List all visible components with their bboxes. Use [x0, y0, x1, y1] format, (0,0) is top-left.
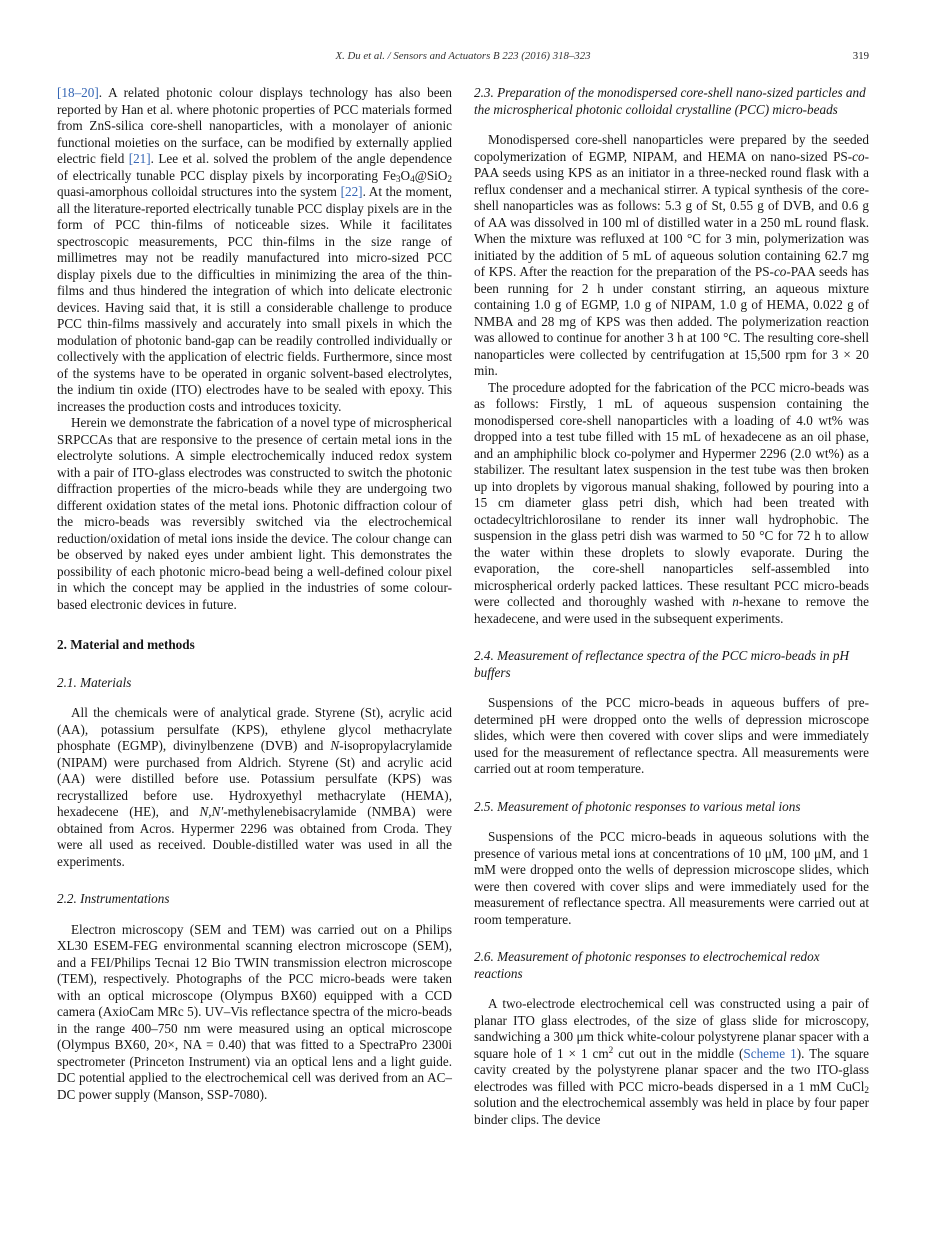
text-segment: solution and the electrochemical assembly was held in place by four paper binder clips. The device	[474, 1095, 869, 1127]
paragraph	[57, 415, 452, 613]
running-head: X. Du et al. / Sensors and Actuators B 223 (2016) 318–323	[335, 50, 591, 62]
text-segment: -PAA seeds has been running for 2 h under constant stirring, an aqueous mixture containing 1.0 g of EGMP, 1.0 g of NIPAM, 1.0 g of HEMA, 0.022 g of NMBA and 28 mg of KPS was then added. The polymerization reaction was allowed to continue for another 3 h at 100 °C. The resulting core-shell nanoparticles were collected by centrifugation at 15,500 rpm for 3 × 20 min.	[474, 264, 869, 378]
paragraph	[474, 996, 869, 1128]
text-segment: cut out in the middle (	[613, 1045, 744, 1061]
text-segment: Suspensions of the PCC micro-beads in aqueous solutions with the presence of various metal ions at concentrations of 10 μM, 100 μM, and 1 mM were dropped onto the wells of depression microscope slides, which were then covered with cover slips and were immediately used for the measurement of reflectance spectra. All measurements were carried out at room temperature.	[474, 829, 869, 927]
text-segment: All the chemicals were of analytical grade. Styrene (St), acrylic acid (AA), potassium persulfate (KPS), ethylene glycol methacrylate phosphate (EGMP), divinylbenzene (DVB) and	[57, 705, 452, 753]
paragraph	[474, 829, 869, 928]
paragraph	[57, 922, 452, 1104]
text-segment: Herein we demonstrate the fabrication of a novel type of microspherical SRPCCAs that are responsive to the presence of certain metal ions in the electrolyte solutions. A simple electrochemically induced redox system with a pair of ITO-glass electrodes was constructed to switch the photonic diffraction properties of the micro-beads while they are undergoing two different oxidation states of the metal ions. Photonic diffraction colour of the micro-beads was reversibly switched via the electrochemical reduction/oxidation of metal ions inside the device. The colour change can be observed by naked eyes under ambient light. This demonstrates the possibility of each photonic micro-bead being a well-defined colour pixel in which the concept may be applied in the industries of some colour-based electronic devices in future.	[57, 415, 452, 612]
right-column	[474, 85, 869, 1128]
paragraph	[474, 695, 869, 778]
text-segment: -PAA seeds using KPS as an initiator in a three-necked round flask with a reflux condenser and a mechanical stirrer. A typical synthesis of the core-shell nanoparticles was as follows: 5.3 g of St, 0.55 g of DVB, and 0.6 g of AA was dissolved in 100 ml of distilled water in a 250 mL round flask. When the mixture was refluxed at 100 °C for 3 min, polymerization was initiated by the addition of 5 mL of aqueous solution containing 62.7 mg of KPS. After the reaction for the preparation of the PS-	[474, 148, 869, 279]
text-segment: -isopropylacrylamide (NIPAM) were purchased from Aldrich. Styrene (St) and acrylic acid (AA) were distilled before use. Potassium persulfate (KPS) was recrystallized before use. Hydroxyethyl methacrylate (HEMA), hexadecene (HE), and	[57, 738, 452, 819]
text-segment: Suspensions of the PCC micro-beads in aqueous buffers of pre-determined pH were dropped onto the wells of depression microscope slides, which were then covered with cover slips and were immediately used for the measurement of reflectance spectra. All measurements were carried out at room temperature.	[474, 695, 869, 776]
text-segment: A two-electrode electrochemical cell was constructed using a pair of planar ITO glass electrodes, of the size of glass slide for microscopy, sandwiching a 300 μm thick white-colour polystyrene planar spacer with a square hole of 1 × 1 cm	[474, 996, 869, 1061]
text-segment: co	[852, 148, 865, 164]
subsection-heading: 2.6. Measurement of photonic responses to electrochemical redox reactions	[474, 949, 820, 981]
text-segment: N,N′	[199, 804, 224, 819]
page-header	[57, 50, 869, 64]
subsection-heading: 2.5. Measurement of photonic responses to various metal ions	[474, 798, 801, 814]
subsection-heading: 2.4. Measurement of reflectance spectra of the PCC micro-beads in pH buffers	[474, 648, 850, 680]
text-segment: . At the moment, all the literature-reported electrically tunable PCC display pixels are in the form of PCC thin-films of noticeable sizes. While it facilitates spectroscopic measurements, PCC thin-films in the size range of millimetres may not be readily manufactured into micro-sized PCC display pixels due to the difficulties in minimizing the area of the thin-films and thus hindered the integration of which into delicate electronic devices. Having said that, it is still a considerable challenge to produce PCC thin-films massively and accurately into small pixels in which the modulation of photonic band-gap can be readily controlled individually or collectively with the application of electric fields. Furthermore, since most of the systems have to be operated in organic solvent-based electrolytes, the indium tin oxide (ITO) electrodes have to be sealed with epoxy. This increases the production costs and introduces toxicity.	[57, 184, 452, 414]
text-segment: . Lee et al. solved the problem of the angle dependence of electrically tunable PCC display pixels by incorporating Fe	[57, 151, 452, 183]
text-segment: quasi-amorphous colloidal structures into the system	[57, 184, 341, 199]
text-segment: -methylenebisacrylamide (NMBA) were obtained from Acros. Hypermer 2296 was obtained from Croda. They were all used as received. Double-distilled water was used in all the experiments.	[57, 804, 452, 869]
text-segment: co	[773, 264, 787, 279]
paragraph	[474, 132, 869, 380]
text-segment: 2	[608, 1045, 614, 1056]
subsection-heading: 2.3. Preparation of the monodispersed core-shell nano-sized particles and the microspherical photonic colloidal crystalline (PCC) micro-beads	[474, 85, 866, 117]
text-segment: @SiO	[414, 167, 448, 183]
text-segment: 4	[410, 174, 415, 185]
text-segment: n	[732, 594, 739, 609]
section-heading: 2. Material and methods	[57, 637, 195, 652]
text-segment: 2	[864, 1085, 869, 1096]
text-segment: Electron microscopy (SEM and TEM) was carried out on a Philips XL30 ESEM-FEG environmental scanning electron microscope (SEM), and a FEI/Philips Tecnai 12 Bio TWIN transmission electron microscope (TEM), respectively. Photographs of the PCC micro-beads were taken with an optical microscope (Olympus BX60) equipped with a CCD camera (AxioCam MRc 5). UV–Vis reflectance spectra of the micro-beads in the range 400–750 nm were measured using an optical microscope (Olympus BX60, 20×, NA = 0.40) that was fitted to a SpectraPro 2300i spectrometer (Princeton Instrument) via an optical lens and a light guide. DC potential applied to the electrochemical cell was derived from an AC–DC power supply (Manson, SSP-7080).	[57, 921, 452, 1102]
left-column	[57, 85, 452, 1128]
text-segment: 2	[447, 174, 452, 185]
paragraph	[57, 85, 452, 415]
page-number: 319	[852, 50, 869, 62]
paragraph	[57, 705, 452, 870]
subsection-heading: 2.1. Materials	[57, 674, 132, 690]
text-segment: -hexane to remove the hexadecene, and were used in the subsequent experiments.	[474, 594, 869, 626]
text-segment: The procedure adopted for the fabrication of the PCC micro-beads was as follows: Firstly, 1 mL of aqueous suspension containing the monodispersed core-shell nanoparticles with a loading of 4.0 wt% was dropped into a test tube filled with 15 mL of hexadecene as an oil phase, and an amphiphilic block co-polymer and Hypermer 2296 (2.0 wt%) as a stabilizer. The resultant latex suspension in the test tube was then broken up into droplets by vigorous manual shaking, followed by pouring into a 15 cm diameter glass petri dish, which had been treated with octadecyltrichlorosilane to render its inner wall hydrophobic. The suspension in the glass petri dish was warmed to 50 °C for 72 h to allow the water within these droplets to slowly evaporate. During the evaporation, the core-shell nanoparticles self-assembled into microspherical orderly packed lattices. These resultant PCC micro-beads were collected and thoroughly washed with	[474, 379, 869, 609]
text-segment: 3	[395, 174, 401, 185]
citation-link[interactable]: [22]	[340, 184, 363, 199]
citation-link[interactable]: Scheme 1	[743, 1045, 797, 1061]
two-column-body	[57, 85, 869, 1128]
citation-link[interactable]: [18–20]	[57, 85, 99, 100]
text-segment: O	[400, 167, 411, 183]
text-segment: Monodispersed core-shell nanoparticles were prepared by the seeded copolymerization of EGMP, NIPAM, and HEMA on nano-sized PS-	[474, 132, 869, 164]
paragraph	[474, 380, 869, 628]
citation-link[interactable]: [21]	[128, 151, 151, 166]
text-segment: . A related photonic colour displays technology has also been reported by Han et al. where photonic properties of PCC materials formed from ZnS-silica core-shell nanoparticles, with a monolayer of anionic functional moieties on the surface, can be modified by externally applied electric field	[57, 85, 452, 166]
text-segment: ). The square cavity created by the polystyrene planar spacer and the two ITO-glass electrodes was filled with PCC micro-beads dispersed in a 1 mM CuCl	[474, 1045, 870, 1094]
text-segment: N	[330, 738, 340, 753]
subsection-heading: 2.2. Instrumentations	[57, 891, 170, 906]
